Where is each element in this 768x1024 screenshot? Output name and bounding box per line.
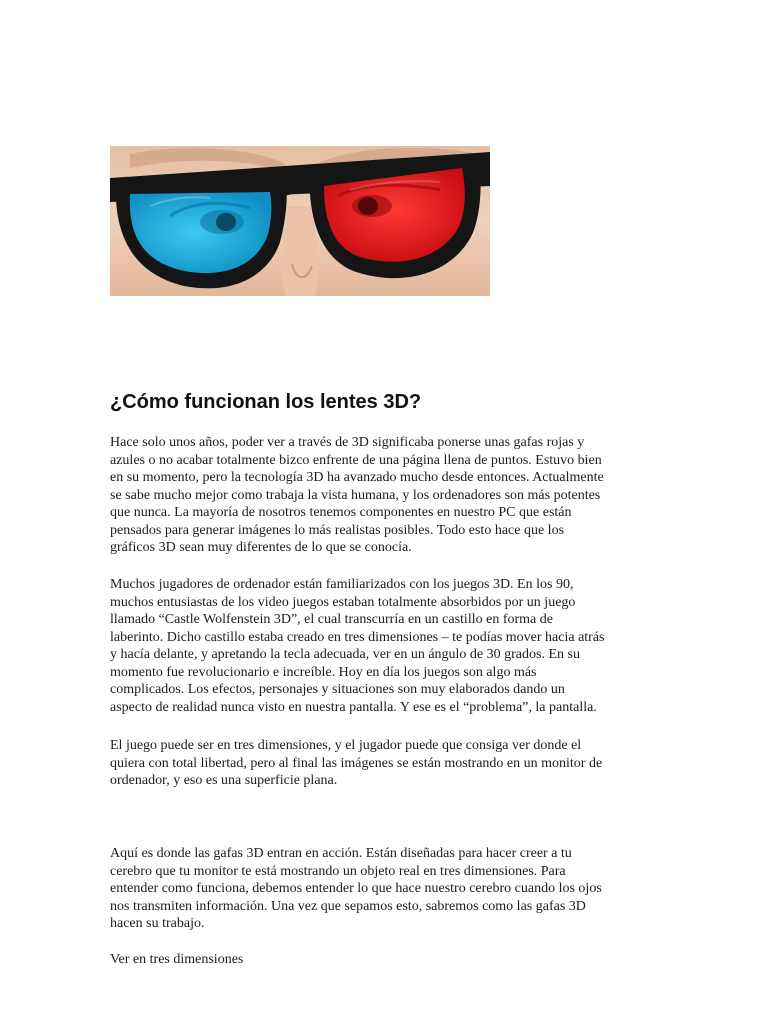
text-line: azules o no acabar totalmente bizco enfrente de una página llena de puntos. Estuvo bien	[110, 452, 602, 468]
text-line: en su momento, pero la tecnología 3D ha avanzado mucho desde entonces. Actualmente	[110, 470, 604, 485]
text-line: ordenador, y eso es una superficie plana.	[110, 773, 338, 788]
paragraph-3	[110, 737, 670, 790]
text-line: que nunca. La mayoría de nosotros tenemos componentes en nuestro PC que están	[110, 505, 572, 520]
anaglyph-glasses-photo	[110, 146, 490, 296]
text-line: aspecto de realidad nunca visto en nuestra pantalla. Y ese es el “problema”, la pantalla.	[110, 699, 597, 715]
text-line: y hacía delante, y apretando la tecla adecuada, ver en un ángulo de 30 grados. En su	[110, 647, 580, 662]
text-line: Ver en tres dimensiones	[110, 952, 244, 967]
text-line: Hace solo unos años, poder ver a través de 3D significaba ponerse unas gafas rojas y	[110, 435, 585, 450]
text-line: nos transmiten información. Una vez que sepamos esto, sabremos como las gafas 3D	[110, 898, 586, 914]
text-line: El juego puede ser en tres dimensiones, y el jugador puede que consiga ver donde el	[110, 738, 582, 753]
text-line: llamado “Castle Wolfenstein 3D”, el cual transcurría en un castillo en forma de	[110, 612, 553, 627]
paragraph-1	[110, 434, 670, 557]
text-line: Aquí es donde las gafas 3D entran en acción. Están diseñadas para hacer creer a tu	[110, 846, 572, 861]
section-subheading	[110, 951, 670, 969]
text-line: quiera con total libertad, pero al final las imágenes se están mostrando en un monitor de	[110, 755, 603, 771]
text-line: muchos entusiastas de los video juegos estaban totalmente absorbidos por un juego	[110, 594, 576, 610]
text-line: cerebro que tu monitor te está mostrando un objeto real en tres dimensiones. Para	[110, 863, 566, 879]
text-line: entender como funciona, debemos entender lo que hace nuestro cerebro cuando los ojos	[110, 881, 602, 896]
text-line: gráficos 3D sean muy diferentes de lo que se conocía.	[110, 540, 412, 555]
text-line: complicados. Los efectos, personajes y situaciones son muy elaborados dando un	[110, 682, 565, 697]
text-line: laberinto. Dicho castillo estaba creado en tres dimensiones – te podías mover hacia atrás	[110, 629, 605, 645]
paragraph-4	[110, 845, 670, 933]
text-line: se sabe mucho mejor como trabaja la vista humana, y los ordenadores son más potentes	[110, 487, 601, 503]
text-line: Muchos jugadores de ordenador están familiarizados con los juegos 3D. En los 90,	[110, 577, 574, 592]
paragraph-2	[110, 576, 670, 716]
text-line: momento fue revolucionario e increíble. Hoy en día los juegos son algo más	[110, 664, 537, 680]
article-title: ¿Cómo funcionan los lentes 3D?	[110, 391, 422, 413]
text-line: pensados para generar imágenes lo más realistas posibles. Todo esto hace que los	[110, 522, 565, 538]
text-line: hacen su trabajo.	[110, 916, 205, 931]
